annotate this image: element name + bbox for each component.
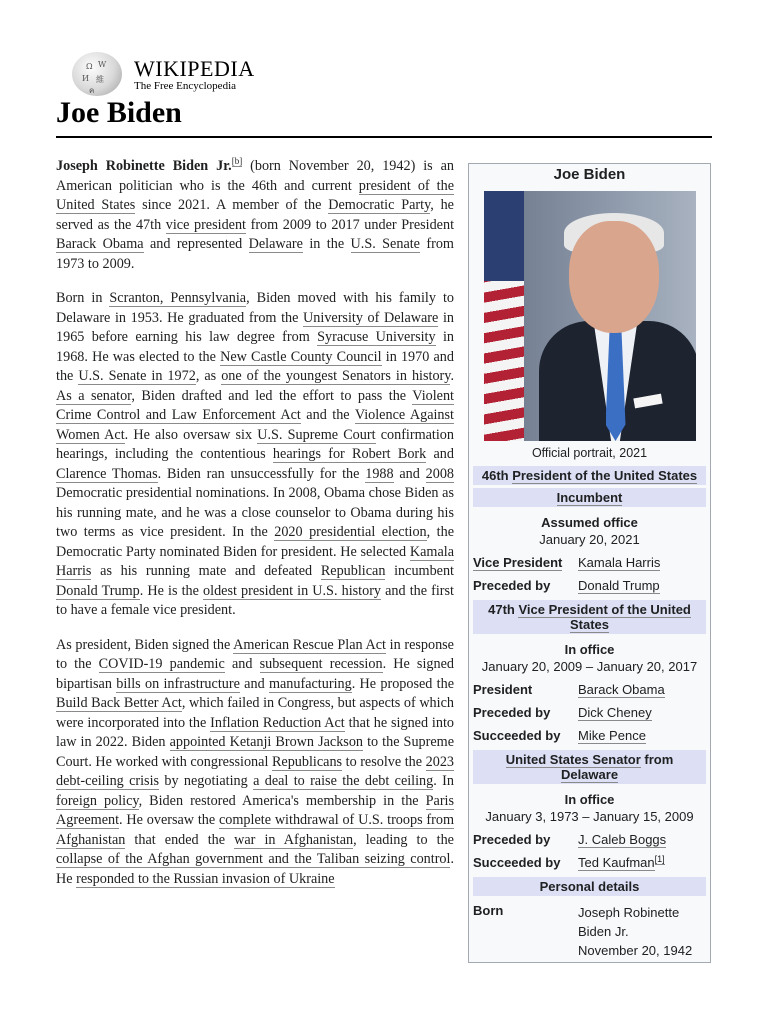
wikipedia-globe-logo[interactable]: Ω W И 維 ค xyxy=(72,52,122,96)
text-run: since 2021. A member of the xyxy=(135,197,329,213)
article-link[interactable]: United States Senator xyxy=(505,752,641,767)
page-title: Joe Biden xyxy=(56,96,182,129)
portrait-face xyxy=(569,221,659,333)
infobox-person-link[interactable]: Mike Pence xyxy=(578,728,646,743)
article-link[interactable]: New Castle County Council xyxy=(220,348,382,365)
article-link[interactable]: subsequent recession xyxy=(259,656,383,672)
text-run: from 2009 to 2017 under President xyxy=(246,216,455,233)
infobox-section-header xyxy=(473,750,706,784)
infobox-row-label xyxy=(473,555,578,571)
text-run: and the xyxy=(300,407,355,423)
article-link[interactable]: vice president xyxy=(165,216,246,233)
infobox-person-link[interactable]: Kamala Harris xyxy=(578,555,661,570)
wikipedia-wordmark[interactable]: WIKIPEDIA xyxy=(134,56,255,81)
article-link[interactable]: Violent Crime Control and Law Enforcement Act xyxy=(56,387,454,423)
article-link[interactable]: COVID-19 pandemic xyxy=(98,656,225,672)
text-run: . He is the xyxy=(139,582,204,599)
infobox-office-label: Assumed office xyxy=(541,515,638,530)
article-link[interactable]: oldest president in U.S. history xyxy=(203,582,382,599)
infobox-section-header xyxy=(473,488,706,507)
text-run: from 1973 to 2009. xyxy=(56,236,454,272)
article-link[interactable]: Republican xyxy=(320,563,386,579)
text-run: that ended the xyxy=(125,831,235,848)
article-link[interactable]: a deal to raise the debt ceiling xyxy=(253,773,434,789)
infobox-row xyxy=(469,551,710,574)
infobox-section-header xyxy=(473,466,706,485)
infobox-row-value xyxy=(578,705,706,721)
infobox-row-label: Succeeded by xyxy=(473,728,561,743)
article-link[interactable]: president of the United States xyxy=(56,177,454,213)
text-run: . He oversaw the xyxy=(119,812,219,828)
text-run: and xyxy=(393,465,426,482)
text-run: by negotiating xyxy=(159,773,254,789)
infobox-row xyxy=(469,574,710,597)
infobox-row-value xyxy=(578,728,706,744)
infobox xyxy=(468,163,711,963)
text-run: , which failed in Congress, but aspects of which were incorporated into the xyxy=(56,695,454,731)
text-run: Personal details xyxy=(539,879,640,894)
article-paragraph xyxy=(56,636,454,890)
article-link[interactable]: complete withdrawal of U.S. troops from Afghanistan xyxy=(56,812,454,848)
article-link[interactable]: American Rescue Plan Act xyxy=(233,636,386,653)
text-run: confirmation hearings, including the contentious xyxy=(56,426,454,462)
infobox-office-label: In office xyxy=(564,642,615,657)
infobox-row-label: President xyxy=(473,682,533,697)
article-link[interactable]: Violence Against Women Act xyxy=(56,407,454,443)
article-link[interactable]: Vice President of the United States xyxy=(518,602,691,632)
text-run: , leading to the xyxy=(353,831,454,848)
text-run: Democratic presidential nominations. In 2008, Obama chose Biden as his running mate, and he was a close counselor to Obama during his two terms as vice president. In the xyxy=(56,485,454,540)
text-run: from xyxy=(640,752,674,767)
vice-president-link[interactable]: Vice President xyxy=(473,555,563,570)
text-run: , Biden drafted and led the effort to pass the xyxy=(131,387,413,404)
infobox-office-label: In office xyxy=(564,792,615,807)
article-link[interactable]: Delaware xyxy=(560,767,619,782)
text-run: and xyxy=(224,656,260,672)
article-link[interactable]: war in Afghanistan xyxy=(234,831,354,848)
article-link[interactable]: Kamala Harris xyxy=(56,543,454,579)
infobox-person-link[interactable]: Donald Trump xyxy=(578,578,660,593)
text-run: , he served as the 47th xyxy=(56,197,454,233)
text-run: (born November 20, 1942) is an American politician who is the 46th and current xyxy=(56,158,454,194)
infobox-row-value xyxy=(578,555,706,571)
article-link[interactable]: Republicans xyxy=(271,753,343,770)
infobox-value-line: Biden Jr. xyxy=(578,924,629,939)
infobox-term-dates: January 20, 2021 xyxy=(539,532,640,547)
infobox-sections xyxy=(469,466,710,963)
text-run: , Biden moved with his family to Delaware in 1953. He graduated from the xyxy=(56,290,454,326)
text-run: incumbent xyxy=(385,563,455,579)
infobox-row xyxy=(469,678,710,701)
article-link[interactable]: President of the United States xyxy=(512,468,698,483)
portrait-caption: Official portrait, 2021 xyxy=(531,446,648,460)
article-link[interactable]: appointed Ketanji Brown Jackson xyxy=(169,734,364,750)
infobox-title: Joe Biden xyxy=(553,166,626,183)
infobox-row xyxy=(469,724,710,747)
site-header xyxy=(72,52,272,98)
article-link[interactable]: Paris Agreement xyxy=(56,792,455,828)
infobox-person-link[interactable]: Dick Cheney xyxy=(578,705,652,720)
text-run: . He proposed the xyxy=(351,675,455,692)
text-run: 46th xyxy=(481,468,513,483)
infobox-value-line: November 20, 1942 xyxy=(578,943,693,958)
article-link[interactable]: hearings for Robert Bork xyxy=(272,446,427,462)
infobox-section-header xyxy=(473,600,706,634)
text-run: . He signed bipartisan xyxy=(56,656,454,692)
text-run: that he signed into law in 2022. Biden xyxy=(56,714,454,750)
title-divider xyxy=(56,136,712,138)
infobox-value-line: Joseph Robinette xyxy=(578,905,680,920)
text-run: and xyxy=(239,675,269,692)
article-link[interactable]: 1988 xyxy=(365,465,394,482)
article-link[interactable]: As a senator xyxy=(56,387,132,404)
text-run: as his running mate and defeated xyxy=(91,563,321,579)
infobox-row-value xyxy=(578,832,706,848)
infobox-row xyxy=(469,851,710,874)
text-run: to the Supreme Court. He worked with congressional xyxy=(56,734,454,770)
infobox-term-dates: January 20, 2009 – January 20, 2017 xyxy=(481,659,698,674)
official-portrait-image[interactable] xyxy=(484,191,696,441)
article-link[interactable]: foreign policy xyxy=(56,792,139,809)
article-link[interactable]: one of the youngest Senators in history xyxy=(221,368,451,384)
text-run: , the Democratic Party nominated Biden for president. He selected xyxy=(56,524,454,560)
infobox-row-label: Preceded by xyxy=(473,705,551,720)
reference-note[interactable]: [b] xyxy=(231,156,243,167)
infobox-row xyxy=(469,899,710,963)
article-body xyxy=(56,157,454,904)
article-link[interactable]: bills on infrastructure xyxy=(116,675,240,692)
text-run: . He also oversaw six xyxy=(124,426,258,443)
text-run: . In xyxy=(433,773,454,789)
article-link[interactable]: Democratic Party xyxy=(328,197,431,213)
article-link[interactable]: 2008 xyxy=(425,465,454,482)
reference-note[interactable]: [1] xyxy=(654,853,665,864)
infobox-term-dates: January 3, 1973 – January 15, 2009 xyxy=(485,809,694,824)
article-link[interactable]: Barack Obama xyxy=(56,236,144,252)
infobox-row-value xyxy=(578,903,706,960)
article-link[interactable]: Clarence Thomas xyxy=(56,465,158,482)
infobox-row xyxy=(469,828,710,851)
article-link[interactable]: Inflation Reduction Act xyxy=(210,714,345,731)
infobox-person-link[interactable]: Barack Obama xyxy=(578,682,665,697)
article-link[interactable]: University of Delaware xyxy=(303,309,439,326)
article-link[interactable]: Build Back Better Act xyxy=(56,695,182,711)
infobox-row-value xyxy=(578,578,706,594)
wikipedia-tagline: The Free Encyclopedia xyxy=(134,80,237,92)
infobox-section-header xyxy=(473,877,706,896)
infobox-person-link[interactable]: Ted Kaufman xyxy=(578,855,655,870)
article-link[interactable]: Incumbent xyxy=(556,490,623,505)
article-link[interactable]: Syracuse University xyxy=(317,329,436,345)
article-link[interactable]: Scranton, Pennsylvania xyxy=(109,290,247,306)
text-run: in 1968. He was elected to the xyxy=(56,329,454,365)
text-run: . Biden ran unsuccessfully for the xyxy=(157,465,366,482)
infobox-row-label: Succeeded by xyxy=(473,855,561,870)
text-run: . xyxy=(450,368,454,384)
text-run: in 1965 before earning his law degree from xyxy=(56,309,454,345)
text-run: and the first to have a female vice president. xyxy=(56,582,454,618)
infobox-row-label: Preceded by xyxy=(473,832,551,847)
flag-canton xyxy=(484,191,524,281)
text-run: Born in xyxy=(56,290,110,306)
text-run: 47th xyxy=(488,602,519,617)
article-link[interactable]: Delaware xyxy=(248,236,303,252)
article-link[interactable]: responded to the Russian invasion of Ukraine xyxy=(76,870,335,887)
text-run: in 1970 and the xyxy=(56,348,454,384)
text-run: and xyxy=(426,446,454,462)
infobox-person-link[interactable]: J. Caleb Boggs xyxy=(578,832,667,847)
infobox-row-label: Born xyxy=(473,903,504,918)
article-link[interactable]: collapse of the Afghan government and the Taliban seizing control xyxy=(56,851,451,867)
article-link[interactable]: 2023 debt-ceiling crisis xyxy=(56,753,454,789)
article-link[interactable]: U.S. Supreme Court xyxy=(257,426,376,443)
text-run: and represented xyxy=(143,236,249,252)
text-run: in the xyxy=(302,236,351,252)
article-link[interactable]: manufacturing xyxy=(268,675,352,692)
infobox-row-label: Preceded by xyxy=(473,578,551,593)
text-run: . He xyxy=(56,851,454,887)
text-run: As president, Biden signed the xyxy=(56,636,234,653)
article-paragraph xyxy=(56,157,454,274)
article-link[interactable]: 2020 presidential election xyxy=(274,524,427,540)
article-paragraph xyxy=(56,289,454,621)
infobox-row xyxy=(469,701,710,724)
text-run: in response to the xyxy=(56,636,454,672)
article-link[interactable]: Donald Trump xyxy=(56,582,140,599)
infobox-row-value xyxy=(578,682,706,698)
subject-name: Joseph Robinette Biden Jr. xyxy=(56,158,232,174)
text-run: to resolve the xyxy=(342,753,426,770)
article-link[interactable]: U.S. Senate xyxy=(350,236,420,252)
text-run: , Biden restored America's membership in the xyxy=(138,792,426,809)
infobox-row-value xyxy=(578,855,706,871)
article-link[interactable]: U.S. Senate in 1972 xyxy=(78,368,196,384)
text-run: , as xyxy=(195,368,222,384)
